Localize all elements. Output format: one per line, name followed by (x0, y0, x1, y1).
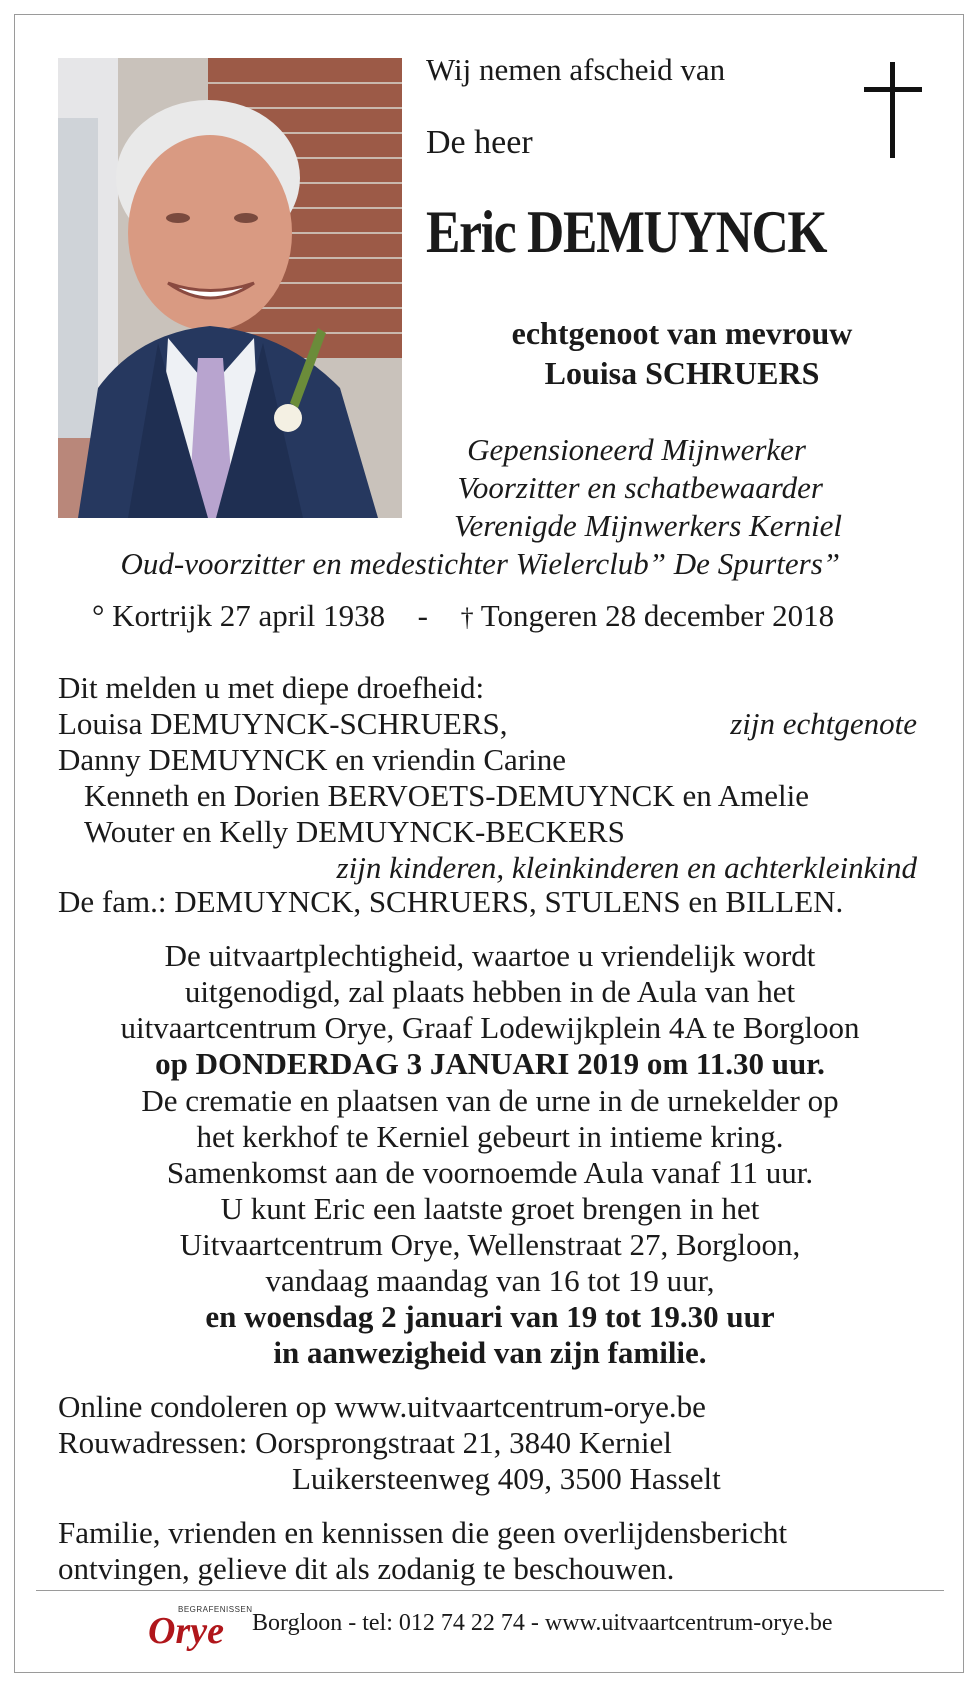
date-separator: - (417, 598, 428, 633)
mourning-address-2: Luikersteenweg 409, 3500 Hasselt (292, 1461, 721, 1496)
mourners-children-role: zijn kinderen, kleinkinderen en achterkleinkind (336, 850, 917, 885)
mourner-families: De fam.: DEMUYNCK, SCHRUERS, STULENS en BILLEN. (58, 884, 844, 919)
visitation-note: in aanwezigheid van zijn familie. (273, 1335, 707, 1370)
ceremony-line: Uitvaartcentrum Orye, Wellenstraat 27, Borgloon, (179, 1227, 801, 1262)
logo-wordmark: Orye (148, 1610, 224, 1652)
mourners-intro: Dit melden u met diepe droefheid: (58, 670, 485, 705)
title-line: Verenigde Mijnwerkers Kerniel (454, 508, 842, 543)
orye-logo (148, 1605, 253, 1652)
ceremony-line: het kerkhof te Kerniel gebeurt in intieme kring. (196, 1119, 784, 1154)
intro-text: Wij nemen afscheid van (426, 52, 726, 87)
ceremony-line: uitgenodigd, zal plaats hebben in de Aula van het (184, 974, 796, 1009)
online-condolence: Online condoleren op www.uitvaartcentrum-orye.be (58, 1389, 706, 1424)
spouse-line-1: echtgenoot van mevrouw (511, 315, 853, 351)
salutation: De heer (426, 124, 533, 161)
footer-divider (36, 1590, 944, 1591)
mourner-child: Danny DEMUYNCK en vriendin Carine (58, 742, 566, 777)
life-dates (92, 598, 834, 634)
title-line: Gepensioneerd Mijnwerker (467, 432, 806, 467)
ceremony-date: op DONDERDAG 3 JANUARI 2019 om 11.30 uur. (155, 1046, 825, 1081)
ceremony-line: vandaag maandag van 16 tot 19 uur, (265, 1263, 715, 1298)
ceremony-line: Samenkomst aan de voornoemde Aula vanaf 11 uur. (166, 1155, 814, 1190)
mourning-address-1: Rouwadressen: Oorsprongstraat 21, 3840 Kerniel (58, 1425, 672, 1460)
visitation-date: en woensdag 2 januari van 19 tot 19.30 uur (205, 1299, 775, 1334)
ceremony-line: De uitvaartplechtigheid, waartoe u vriendelijk wordt (164, 938, 816, 973)
footer-contact: Borgloon - tel: 012 74 22 74 - www.uitvaartcentrum-orye.be (252, 1610, 833, 1636)
death-date: Tongeren 28 december 2018 (480, 598, 835, 633)
ceremony-line: De crematie en plaatsen van de urne in de urnekelder op (141, 1083, 839, 1118)
title-line: Oud-voorzitter en medestichter Wielerclub” De Spurters” (120, 546, 840, 581)
death-cross-symbol: † (460, 603, 474, 632)
notice-line-1: Familie, vrienden en kennissen die geen overlijdensbericht (58, 1515, 788, 1550)
deceased-name: Eric DEMUYNCK (426, 199, 827, 265)
notice-line-2: ontvingen, gelieve dit als zodanig te beschouwen. (58, 1551, 675, 1586)
spouse-line-2: Louisa SCHRUERS (544, 355, 820, 391)
ceremony-line: U kunt Eric een laatste groet brengen in het (220, 1191, 760, 1226)
logo-tagline: BEGRAFENISSEN (178, 1605, 253, 1614)
mourner-spouse: Louisa DEMUYNCK-SCHRUERS, (58, 706, 508, 741)
mourner-grandchild: Wouter en Kelly DEMUYNCK-BECKERS (84, 814, 625, 849)
ceremony-line: uitvaartcentrum Orye, Graaf Lodewijkplein 4A te Borgloon (120, 1010, 860, 1045)
birth-date: ° Kortrijk 27 april 1938 (92, 598, 386, 633)
mourner-spouse-role: zijn echtgenote (730, 706, 917, 741)
latin-cross-icon (864, 62, 922, 158)
mourner-grandchild: Kenneth en Dorien BERVOETS-DEMUYNCK en Amelie (84, 778, 810, 813)
portrait-photo (58, 58, 402, 518)
title-line: Voorzitter en schatbewaarder (457, 470, 823, 505)
